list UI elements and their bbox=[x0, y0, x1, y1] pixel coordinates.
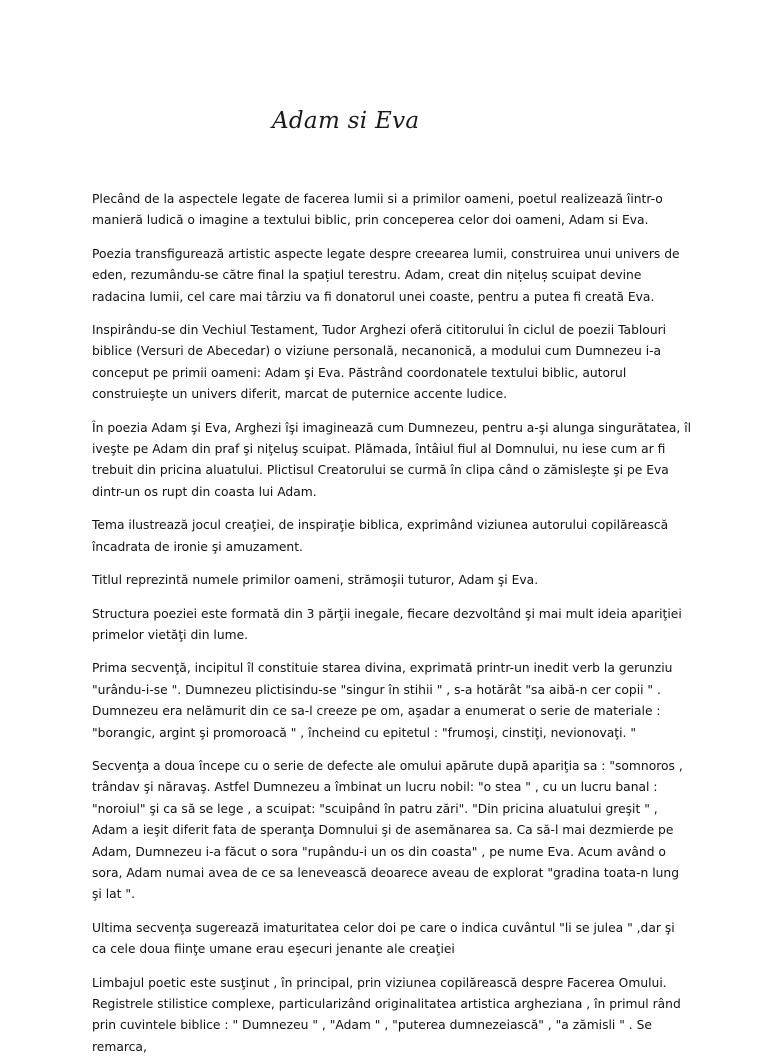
paragraph: Ultima secvenţa sugerează imaturitatea celor doi pe care o indica cuvântul "li se julea " ,dar şi ca cele doua fiinţe umane erau eşecuri jenante ale creaţiei bbox=[92, 920, 675, 957]
document-body bbox=[92, 189, 692, 1058]
paragraph: Tema ilustrează jocul creaţiei, de inspiraţie biblica, exprimând viziunea autorului copilărească încadrata de ironie şi amuzament. bbox=[92, 518, 669, 554]
paragraph: Limbajul poetic este susţinut , în principal, prin viziunea copilărească despre Facerea Omului. Registrele stilistice complexe, particularizând originalitatea artistica argheziana , în primul rând prin cuvintele biblice : " Dumnezeu " , "Adam " , "puterea dumnezeiască" , "a zămisli " . Se remarca, bbox=[92, 975, 681, 1054]
paragraph: Inspirându-se din Vechiul Testament, Tudor Arghezi oferă cititorului în ciclul de poezii Tablouri biblice (Versuri de Abecedar) o viziune personală, necanonică, a modului cum Dumnezeu i-a conceput pe primii oameni: Adam şi Eva. Păstrând coordonatele textului biblic, autorul construieşte un univers diferit, marcat de puternice accente ludice. bbox=[92, 323, 667, 402]
paragraph: Prima secvenţă, incipitul îl constituie starea divina, exprimată printr-un inedit verb la gerunziu "urându-i-se ". Dumnezeu plictisindu-se "singur în stihii " , s-a hotărât "sa aibă-n cer copii " . Dumnezeu era nelămurit din ce sa-l creeze pe om, aşadar a enumerat o serie de materiale : "borangic, argint şi promoroacă " , încheind cu epitetul : "frumoşi, cinstiţi, nevionovaţi. " bbox=[92, 661, 673, 740]
paragraph: Plecând de la aspectele legate de facerea lumii si a primilor oameni, poetul realizează îintr-o manieră ludică o imagine a textului biblic, prin conceperea celor doi oameni, Adam si Eva. bbox=[92, 192, 663, 228]
paragraph: Poezia transfigurează artistic aspecte legate despre creearea lumii, construirea unui univers de eden, rezumându-se către final la spațiul terestru. Adam, creat din nițeluș scuipat devine radacina lumii, cel care mai târziu va fi donatorul unei coaste, pentru a putea fi creată Eva. bbox=[92, 246, 680, 304]
paragraph: În poezia Adam şi Eva, Arghezi îşi imaginează cum Dumnezeu, pentru a-şi alunga singurătatea, îl iveşte pe Adam din praf şi niţeluş scuipat. Plămada, întâiul fiul al Domnului, nu iese cum ar fi trebuit din pricina aluatului. Plictisul Creatorului se curmă în clipa când o zămisleşte şi pe Eva dintr-un os rupt din coasta lui Adam. bbox=[92, 420, 692, 499]
paragraph: Structura poeziei este formată din 3 părţii inegale, fiecare dezvoltând şi mai mult ideia apariţiei primelor vietăţi din lume. bbox=[92, 606, 682, 642]
paragraph: Secvenţa a doua începe cu o serie de defecte ale omului apărute după apariţia sa : "somnoros , trândav şi năravaş. Astfel Dumnezeu a îmbinat un lucru nobil: "o stea " , cu un lucru banal : "noroiul" şi ca să se lege , a scuipat: "scuipând în patru zări". "Din pricina aluatului greşit " , Adam a ieşit diferit fata de speranţa Domnului şi de asemănarea sa. Ca să-l mai dezmierde pe Adam, Dumnezeu i-a făcut o sora "rupându-i un os din coasta" , pe nume Eva. Acum având o sora, Adam numai avea de ce sa lenevească deoarece aveau de explorat "gradina toata-n lung şi lat ". bbox=[92, 758, 683, 902]
page-title: Adam si Eva bbox=[272, 108, 420, 134]
paragraph: Titlul reprezintă numele primilor oameni, strămoşii tuturor, Adam şi Eva. bbox=[92, 573, 539, 588]
